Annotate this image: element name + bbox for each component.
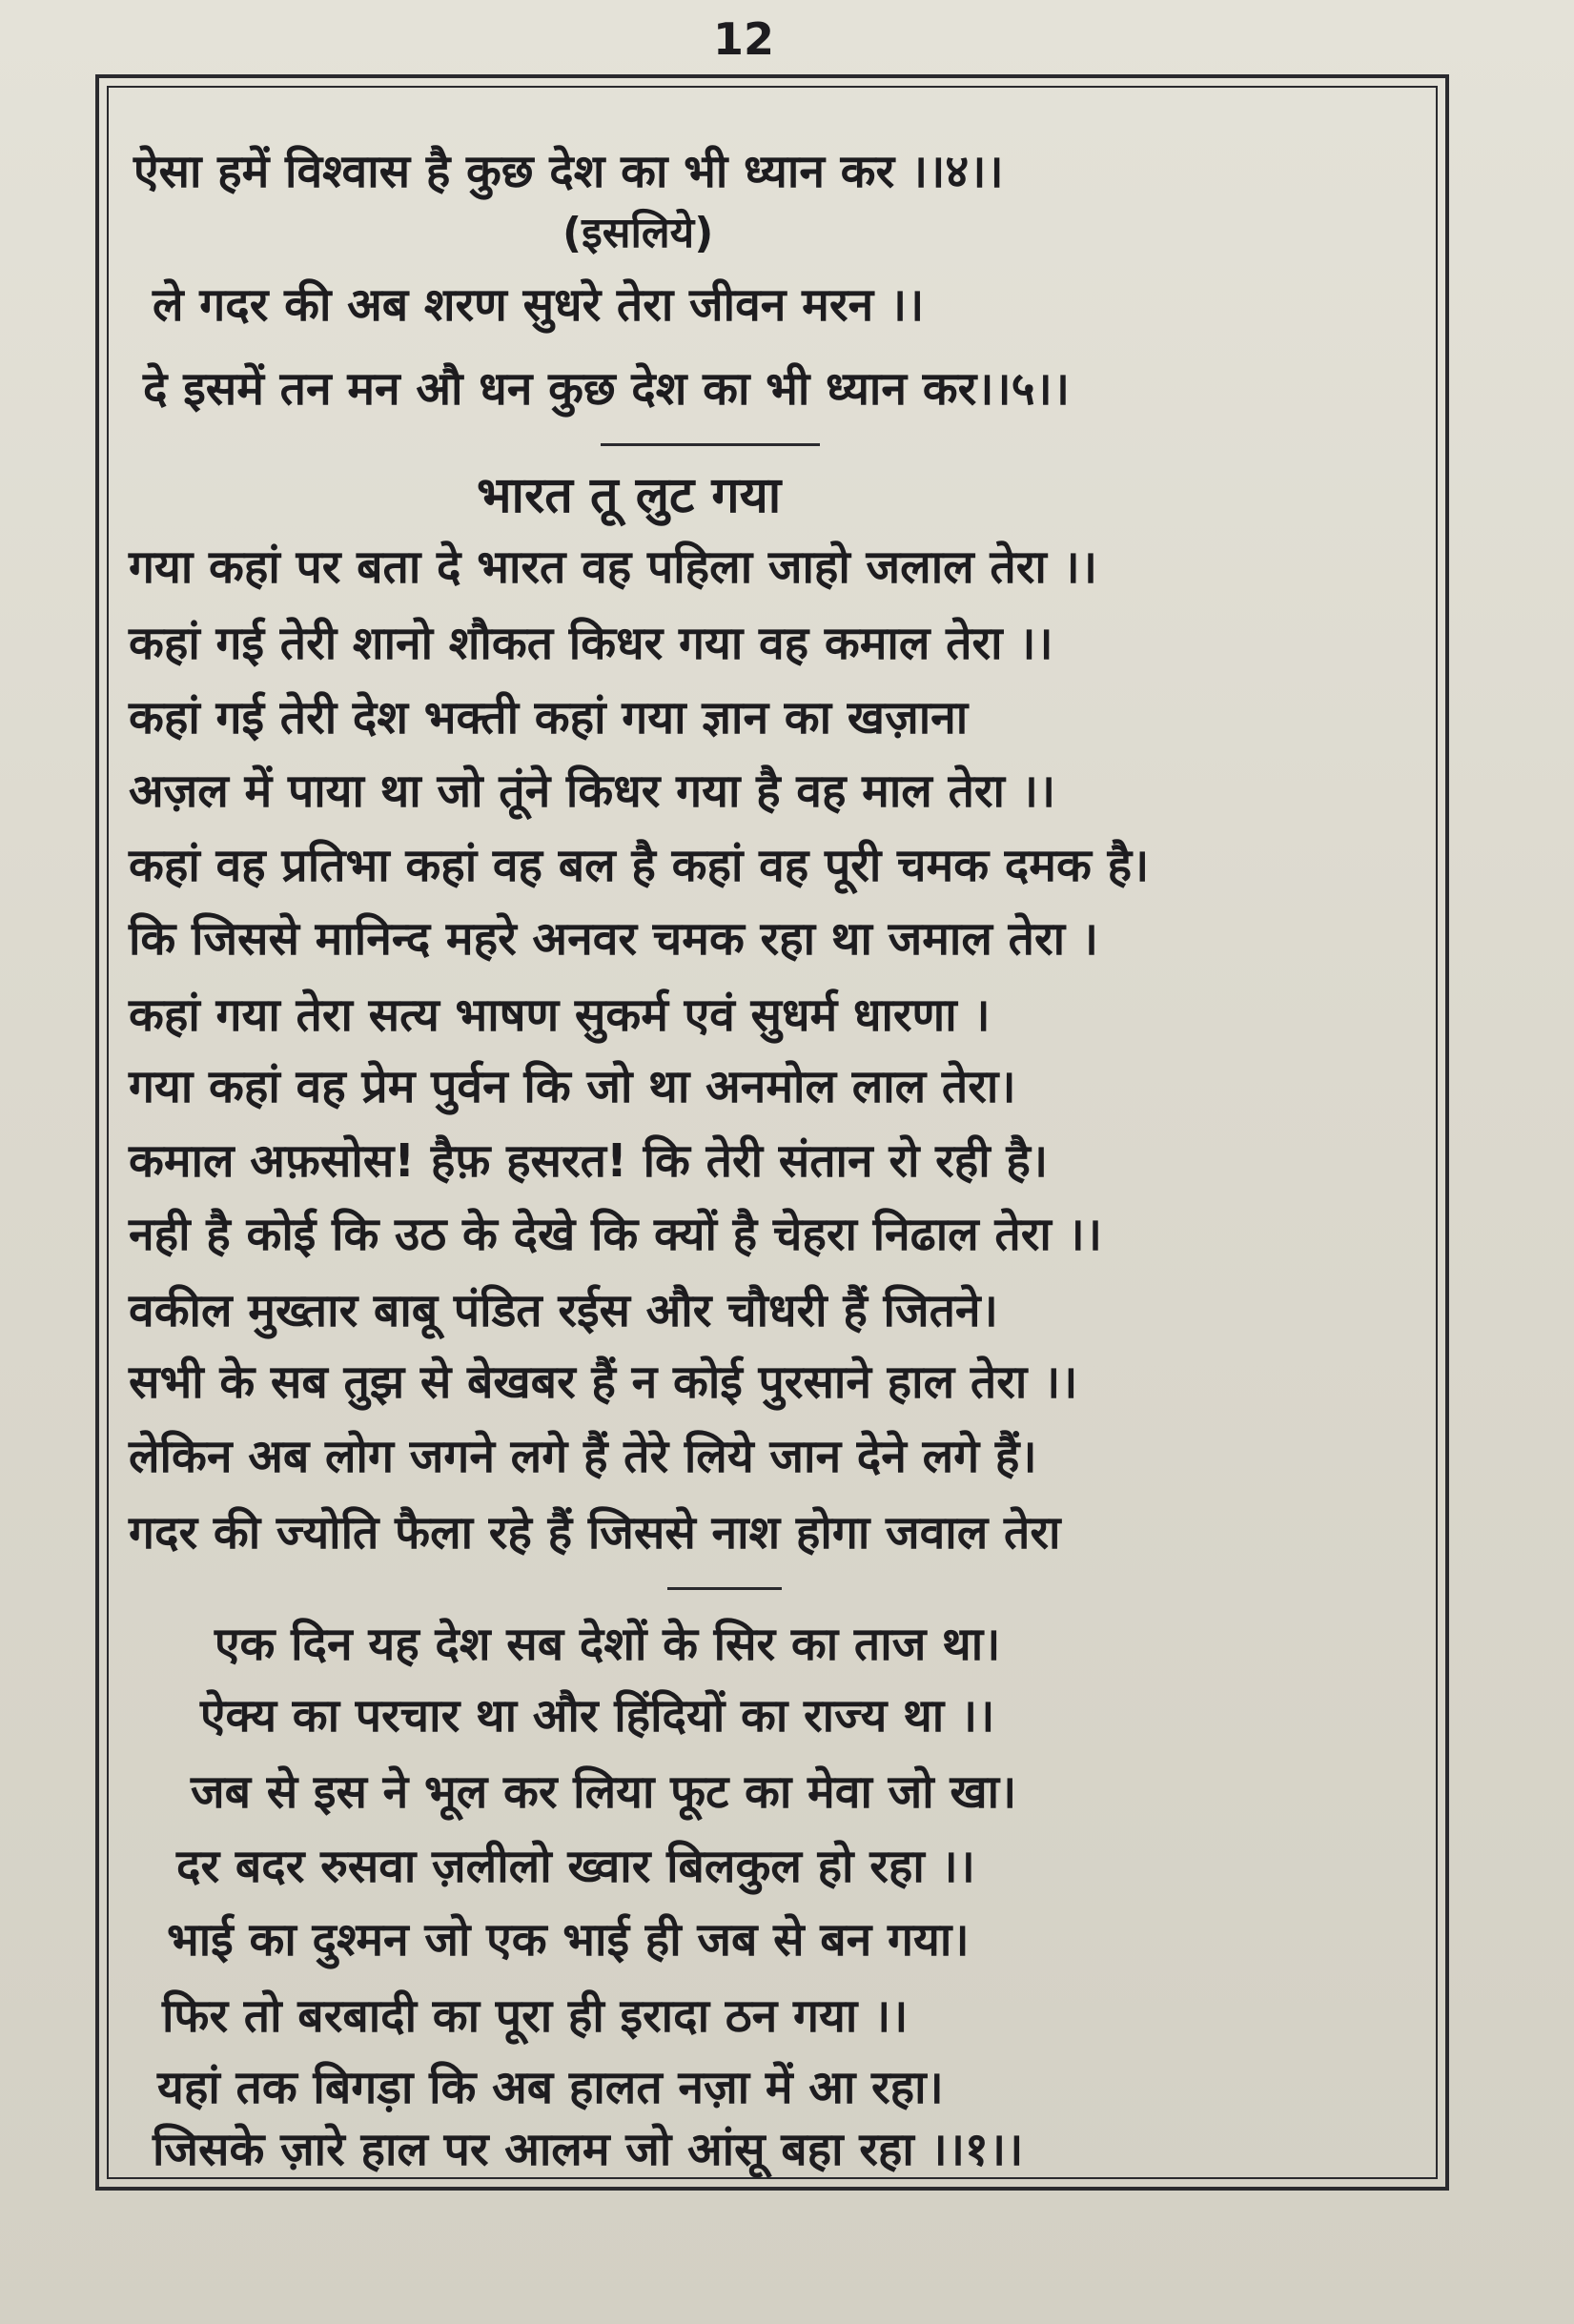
poem-line-14: गदर की ज्योति फैला रहे हैं जिससे नाश होगा जवाल तेरा	[129, 1506, 1061, 1560]
poem-line-1: गया कहां पर बता दे भारत वह पहिला जाहो जलाल तेरा ।।	[129, 540, 1097, 594]
stanza-end-line-1: ऐसा हमें विश्वास है कुछ देश का भी ध्यान कर ।।४।।	[133, 145, 1004, 198]
poem-line-6: कि जिससे मानिन्द महरे अनवर चमक रहा था जमाल तेरा ।	[129, 912, 1098, 966]
poem-line-3: कहां गई तेरी देश भक्ती कहां गया ज्ञान का खज़ाना	[129, 691, 969, 744]
section-divider-1	[601, 443, 820, 446]
stanza-end-note: (इसलिये)	[562, 209, 714, 257]
poem-line-13: लेकिन अब लोग जगने लगे हैं तेरे लिये जान देने लगे हैं।	[129, 1430, 1037, 1483]
poem2-line-5: भाई का दुश्मन जो एक भाई ही जब से बन गया।	[167, 1913, 970, 1967]
page-number: 12	[712, 13, 774, 65]
poem2-line-7: यहां तक बिगड़ा कि अब हालत नज़ा में आ रहा।	[157, 2061, 944, 2114]
poem-line-10: नही है कोई कि उठ के देखे कि क्यों है चेहरा निढाल तेरा ।।	[129, 1208, 1102, 1261]
poem2-line-3: जब से इस ने भूल कर लिया फूट का मेवा जो खा।	[191, 1765, 1017, 1819]
poem2-line-4: दर बदर रुसवा ज़लीलो ख्वार बिलकुल हो रहा ।।	[176, 1840, 975, 1893]
poem-line-5: कहां वह प्रतिभा कहां वह बल है कहां वह पूरी चमक दमक है।	[129, 839, 1150, 892]
stanza-end-line-3: दे इसमें तन मन औ धन कुछ देश का भी ध्यान कर।।५।।	[143, 362, 1070, 416]
stanza-end-line-2: ले गदर की अब शरण सुधरे तेरा जीवन मरन ।।	[153, 278, 925, 332]
section-divider-2	[667, 1587, 782, 1590]
poem2-line-8: जिसके ज़ारे हाल पर आलम जो आंसू बहा रहा ।।१।।	[153, 2123, 1024, 2176]
poem-line-12: सभी के सब तुझ से बेखबर हैं न कोई पुरसाने हाल तेरा ।।	[129, 1356, 1078, 1409]
poem2-line-6: फिर तो बरबादी का पूरा ही इरादा ठन गया ।।	[162, 1989, 909, 2043]
poem-line-7: कहां गया तेरा सत्य भाषण सुकर्म एवं सुधर्म धारणा ।	[129, 989, 991, 1042]
poem-line-11: वकील मुख्तार बाबू पंडित रईस और चौधरी हैं जितने।	[129, 1284, 998, 1337]
poem2-line-2: ऐक्य का परचार था और हिंदियों का राज्य था ।।	[200, 1689, 995, 1743]
poem-line-4: अज़ल में पाया था जो तूंने किधर गया है वह माल तेरा ।।	[129, 764, 1056, 818]
poem-line-8: गया कहां वह प्रेम पुर्वन कि जो था अनमोल लाल तेरा।	[129, 1060, 1016, 1113]
poem-line-2: कहां गई तेरी शानो शौकत किधर गया वह कमाल तेरा ।।	[129, 617, 1053, 670]
poem-line-9: कमाल अफ़सोस! हैफ़ हसरत! कि तेरी संतान रो रही है।	[129, 1134, 1049, 1188]
poem2-line-1: एक दिन यह देश सब देशों के सिर का ताज था।	[215, 1618, 1001, 1671]
poem-title: भारत तू लुट गया	[477, 467, 782, 524]
